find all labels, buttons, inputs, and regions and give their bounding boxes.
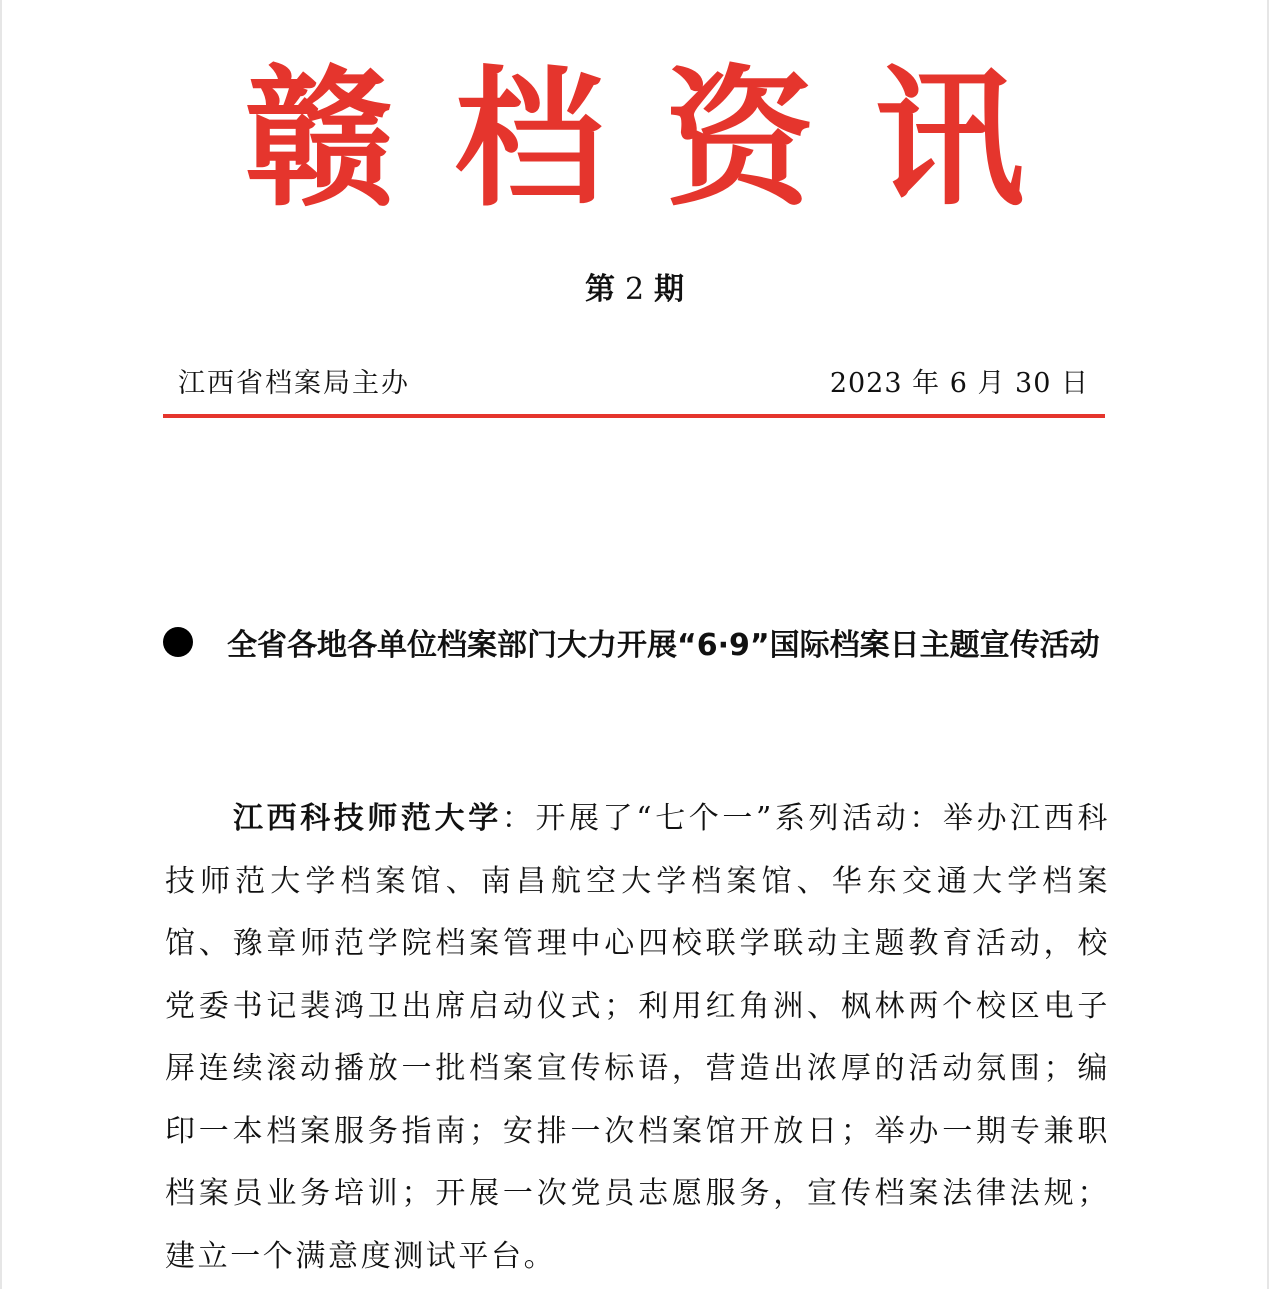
article-unit: 江西科技师范大学 [233, 801, 502, 836]
issue-number [0, 268, 1269, 312]
issue-prefix: 第 [584, 272, 615, 307]
article-headline: 全省各地各单位档案部门大力开展“6·9”国际档案日主题宣传活动 [227, 628, 1100, 663]
article-body-text: ：开展了“七个一”系列活动：举办江西科技师范大学档案馆、南昌航空大学档案馆、华东交通大学档案馆、豫章师范学院档案管理中心四校联学联动主题教育活动，校党委书记裴鸿卫出席启动仪式；利用红角洲、枫林两个校区电子屏连续滚动播放一批档案宣传标语，营造出浓厚的活动氛围；编印一本档案服务指南；安排一次档案馆开放日；举办一期专兼职档案员业务培训；开展一次党员志愿服务，宣传档案法律法规；建立一个满意度测试平台。 [165, 801, 1110, 1274]
red-divider-rule [163, 414, 1105, 418]
issue-suffix: 期 [654, 272, 685, 307]
issue-num: 2 [624, 272, 645, 307]
article-body [165, 788, 1110, 1288]
publish-date: 2023 年 6 月 30 日 [829, 368, 1089, 399]
organizer: 江西省档案局主办 [178, 368, 410, 399]
masthead-title: 赣档资讯 [244, 53, 1085, 227]
